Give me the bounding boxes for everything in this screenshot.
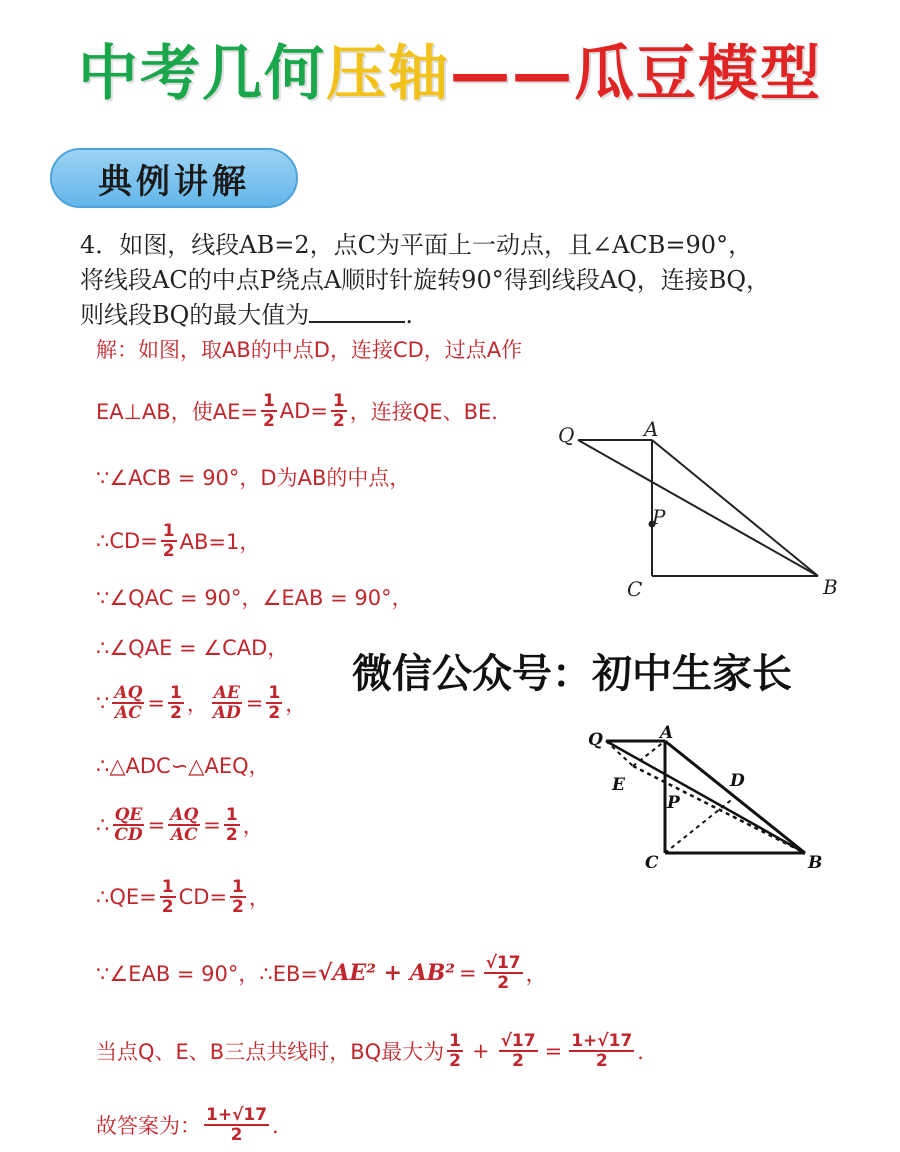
sol-text: ∴∠QAE = ∠CAD， bbox=[96, 636, 289, 660]
sol-text: ， bbox=[242, 814, 264, 838]
problem-text bbox=[80, 228, 820, 333]
sol-text: 故答案为： bbox=[96, 1114, 201, 1138]
fraction: $\frac{1+√17}{2}$ bbox=[206, 1105, 268, 1145]
sol-text: ∵ bbox=[96, 691, 110, 715]
fraction: $\frac{1}{2}$ bbox=[262, 391, 275, 431]
fraction: $\frac{1}{2}$ bbox=[449, 1031, 461, 1071]
sol-text: ∴ bbox=[96, 813, 110, 837]
sol-text: ， bbox=[186, 692, 208, 716]
sol-text: AD= bbox=[279, 399, 328, 423]
sol-text: ∴QE= bbox=[96, 885, 157, 909]
sol-text: ，连接QE、BE． bbox=[349, 400, 513, 424]
answer-blank bbox=[309, 299, 405, 323]
title-part2: 压轴 bbox=[326, 39, 450, 109]
segment-ea bbox=[633, 741, 665, 766]
fraction: $\frac{AQ}{AC}$ bbox=[170, 805, 199, 845]
segment-eb bbox=[633, 766, 805, 853]
solution-line-5 bbox=[96, 582, 413, 612]
watermark-text: 微信公众号：初中生家长 bbox=[352, 651, 792, 697]
segment-ab bbox=[652, 440, 818, 576]
sol-text: ∵∠ACB = 90°，D为AB的中点， bbox=[96, 466, 411, 490]
sol-text: AB=1， bbox=[179, 530, 261, 554]
sol-text: ∵∠QAC = 90°，∠EAB = 90°， bbox=[96, 586, 413, 610]
sol-eq: = bbox=[544, 1039, 563, 1063]
sqrt-expression: √AE² + AB² bbox=[318, 960, 456, 986]
page-title bbox=[0, 26, 900, 109]
label-a: A bbox=[660, 723, 674, 743]
solution-line-4 bbox=[96, 522, 260, 560]
fraction: $\frac{1}{2}$ bbox=[332, 391, 345, 431]
sol-eq: = bbox=[203, 813, 221, 837]
solution-line-13 bbox=[96, 1106, 293, 1144]
sol-text: 解：如图，取AB的中点D，连接CD，过点A作 bbox=[96, 338, 523, 362]
solution-line-2 bbox=[96, 392, 512, 430]
label-q: Q bbox=[588, 730, 603, 750]
label-c: C bbox=[627, 577, 643, 601]
sol-text: ， bbox=[248, 886, 270, 910]
sol-eq: = bbox=[459, 961, 477, 985]
sol-text: ∴CD= bbox=[96, 529, 158, 553]
solution-line-3 bbox=[96, 462, 410, 492]
fraction: $\frac{1}{2}$ bbox=[232, 877, 244, 917]
fraction: $\frac{√17}{2}$ bbox=[485, 953, 521, 993]
fraction: $\frac{1}{2}$ bbox=[161, 877, 174, 917]
label-p: P bbox=[652, 505, 666, 529]
sol-text: ∴△ADC∽△AEQ， bbox=[96, 754, 270, 778]
label-d: D bbox=[730, 771, 745, 791]
problem-line-3-text: 则线段BQ的最大值为 bbox=[80, 301, 310, 329]
problem-line-2: 将线段AC的中点P绕点A顺时针旋转90°得到线段AQ，连接BQ， bbox=[80, 266, 771, 294]
label-c: C bbox=[645, 853, 659, 873]
label-b: B bbox=[823, 575, 838, 599]
fraction: $\frac{1+√17}{2}$ bbox=[571, 1031, 633, 1071]
label-e: E bbox=[612, 775, 625, 795]
solution-line-10 bbox=[96, 878, 270, 916]
solution-line-9 bbox=[96, 806, 264, 844]
sol-eq: = bbox=[147, 691, 165, 715]
sol-eq: = bbox=[245, 691, 264, 715]
solution-line-11 bbox=[96, 954, 547, 992]
segment-qb bbox=[606, 741, 805, 853]
fraction: $\frac{1}{2}$ bbox=[225, 805, 238, 845]
label-b: B bbox=[808, 853, 823, 873]
fraction: $\frac{1}{2}$ bbox=[169, 683, 182, 723]
sol-text: ， bbox=[285, 692, 307, 716]
sol-eq: = bbox=[147, 813, 166, 837]
solution-line-7 bbox=[96, 684, 306, 722]
solution-line-1 bbox=[96, 334, 522, 364]
segment-qb bbox=[578, 440, 818, 576]
fraction: $\frac{QE}{CD}$ bbox=[114, 805, 143, 845]
sol-text: ． bbox=[272, 1114, 294, 1138]
title-part1: 中考几何 bbox=[78, 39, 326, 109]
solution-line-6 bbox=[96, 632, 288, 662]
solution-line-8 bbox=[96, 750, 270, 780]
label-p: P bbox=[667, 793, 680, 813]
sol-text: ∵∠EAB = 90°，∴EB= bbox=[96, 962, 319, 986]
problem-line-3 bbox=[80, 298, 820, 333]
sol-text: ． bbox=[637, 1040, 659, 1064]
problem-line-3-end: . bbox=[405, 301, 413, 329]
fraction: $\frac{√17}{2}$ bbox=[500, 1031, 536, 1071]
figure-1 bbox=[550, 412, 850, 602]
problem-line-1: 4．如图，线段AB=2，点C为平面上一动点，且∠ACB=90°， bbox=[80, 231, 753, 259]
fraction: $\frac{1}{2}$ bbox=[268, 683, 281, 723]
sol-text: CD= bbox=[178, 885, 228, 909]
title-part3: ——瓜豆模型 bbox=[450, 39, 822, 109]
figure-2 bbox=[580, 722, 830, 877]
sol-plus: + bbox=[471, 1039, 490, 1063]
solution-line-12 bbox=[96, 1032, 658, 1070]
sol-text: ， bbox=[525, 962, 547, 986]
fraction: $\frac{AE}{AD}$ bbox=[212, 683, 241, 723]
sol-text: 当点Q、E、B三点共线时，BQ最大为 bbox=[96, 1040, 445, 1064]
section-label: 典例讲解 bbox=[50, 148, 298, 208]
fraction: $\frac{1}{2}$ bbox=[162, 521, 175, 561]
label-a: A bbox=[644, 417, 659, 441]
sol-text: EA⊥AB，使AE= bbox=[96, 400, 258, 424]
label-q: Q bbox=[558, 423, 575, 447]
fraction: $\frac{AQ}{AC}$ bbox=[114, 683, 143, 723]
